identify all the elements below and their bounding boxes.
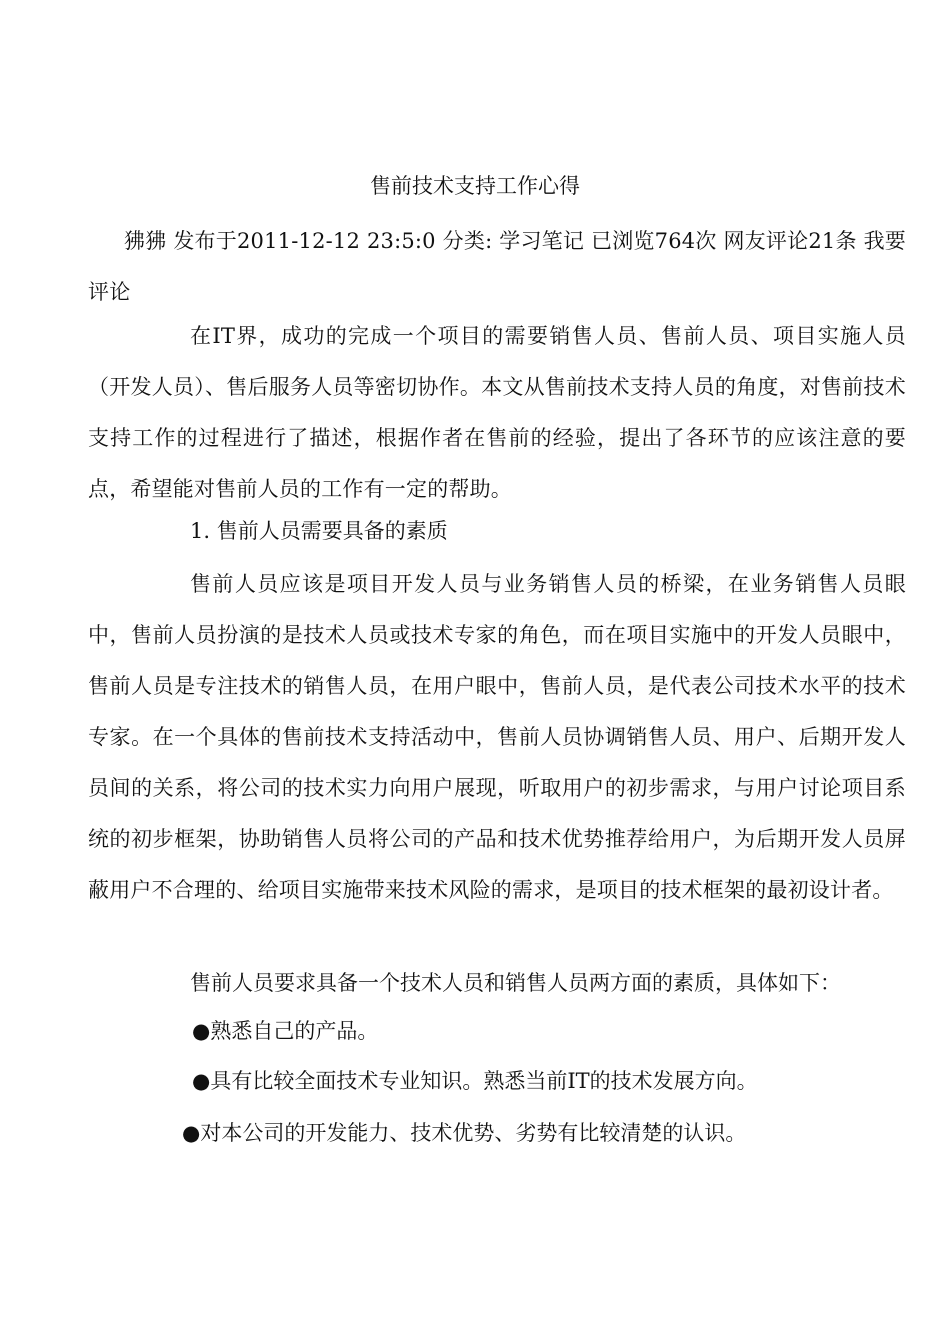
post-meta-line: 狒狒 发布于2011-12-12 23:5:0 分类: 学习笔记 已浏览764次 网友评论21条 我要评论 xyxy=(88,229,906,304)
section-heading: 1. 售前人员需要具备的素质 xyxy=(190,519,448,543)
bullet-item: ●熟悉自己的产品。 xyxy=(192,1019,379,1043)
intro-paragraph: 在IT界，成功的完成一个项目的需要销售人员、售前人员、项目实施人员（开发人员）、售后服务人员等密切协作。本文从售前技术支持人员的角度，对售前技术支持工作的过程进行了描述，根据作者在售前的经验，提出了各环节的应该注意的要点，希望能对售前人员的工作有一定的帮助。 xyxy=(88,324,906,501)
requirements-intro: 售前人员要求具备一个技术人员和销售人员两方面的素质，具体如下： xyxy=(190,971,841,995)
body-paragraph: 售前人员应该是项目开发人员与业务销售人员的桥梁，在业务销售人员眼中，售前人员扮演的是技术人员或技术专家的角色，而在项目实施中的开发人员眼中，售前人员是专注技术的销售人员，在用户眼中，售前人员，是代表公司技术水平的技术专家。在一个具体的售前技术支持活动中，售前人员协调销售人员、用户、后期开发人员间的关系，将公司的技术实力向用户展现，听取用户的初步需求，与用户讨论项目系统的初步框架，协助销售人员将公司的产品和技术优势推荐给用户，为后期开发人员屏蔽用户不合理的、给项目实施带来技术风险的需求，是项目的技术框架的最初设计者。 xyxy=(88,572,906,902)
bullet-item: ●具有比较全面技术专业知识。熟悉当前IT的技术发展方向。 xyxy=(192,1069,758,1093)
bullet-item: ●对本公司的开发能力、技术优势、劣势有比较清楚的认识。 xyxy=(182,1121,747,1145)
document-title: 售前技术支持工作心得 xyxy=(370,174,580,198)
